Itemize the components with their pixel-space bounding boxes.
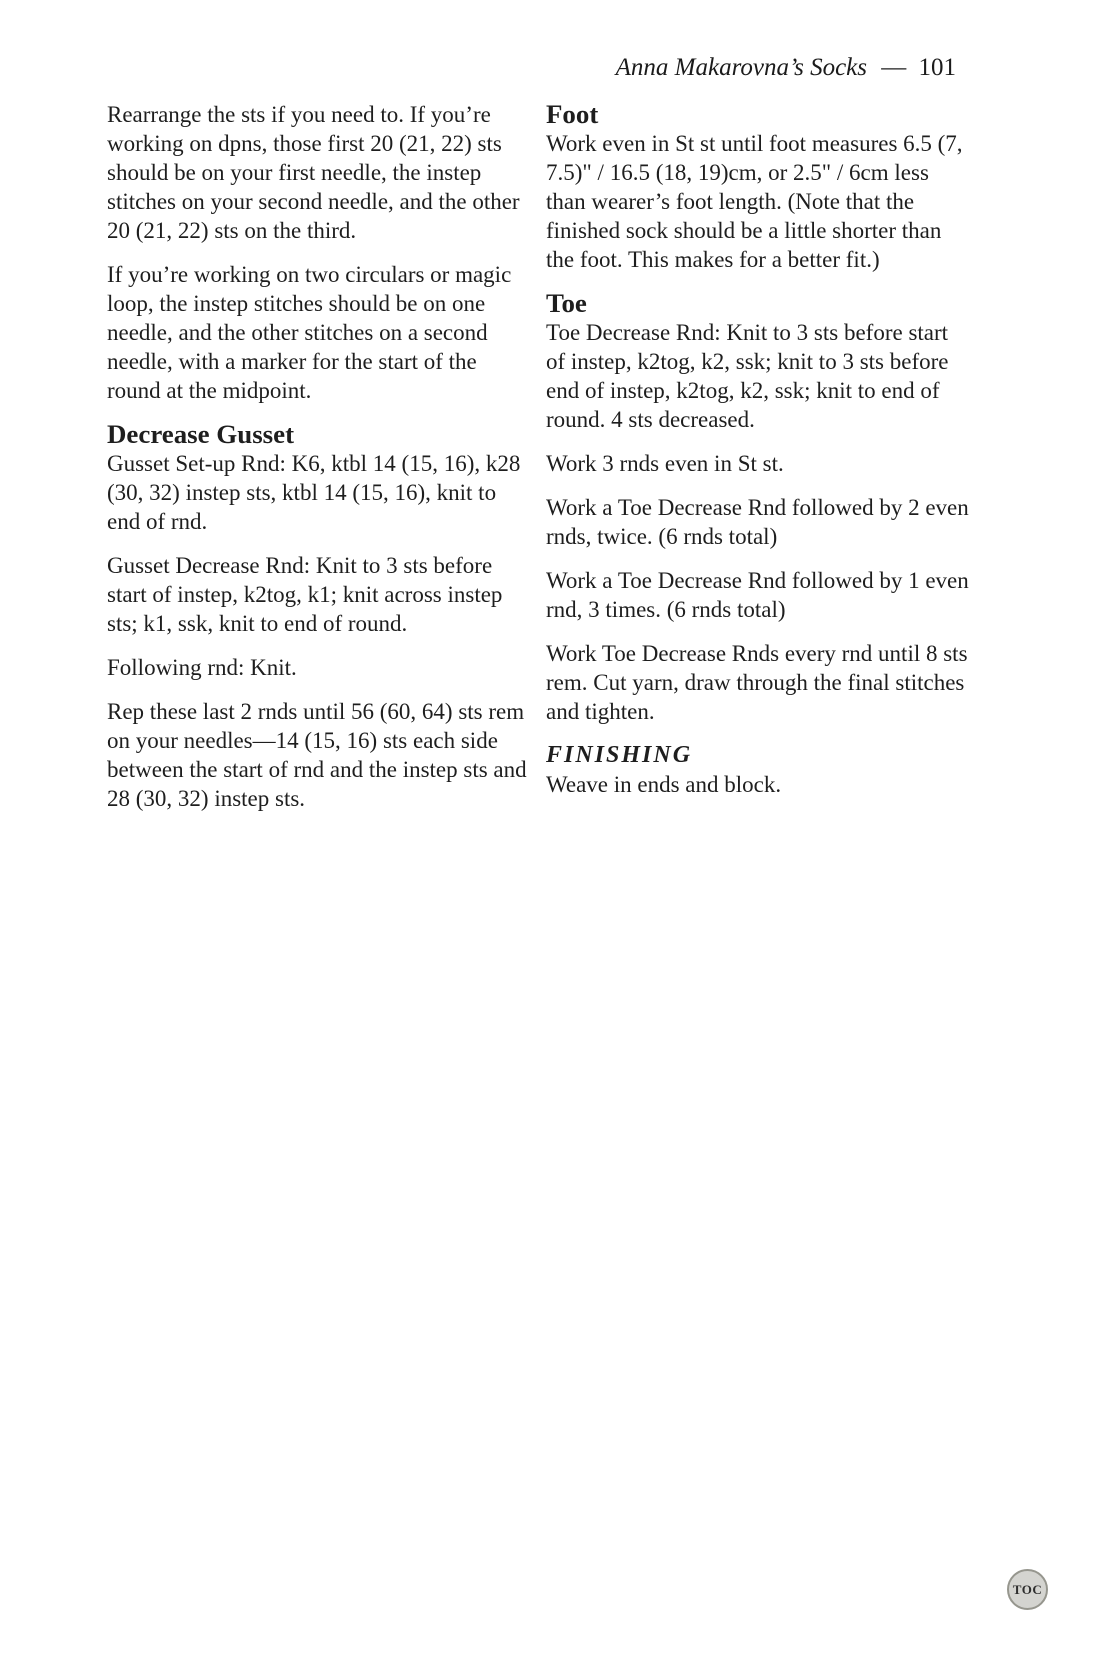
paragraph-gusset-decrease-rnd: Gusset Decrease Rnd: Knit to 3 sts before start of instep, k2tog, k1; knit across instep sts; k1, ssk, knit to end of round.: [107, 553, 503, 636]
paragraph-toe-decrease-rnd: Toe Decrease Rnd: Knit to 3 sts before start of instep, k2tog, k2, ssk; knit to 3 sts before end of instep, k2tog, k2, ssk; knit to end of round. 4 sts decreased.: [546, 320, 949, 432]
pattern-title: Anna Makarovna’s Socks: [615, 54, 867, 81]
paragraph-rep-last-2-rnds: Rep these last 2 rnds until 56 (60, 64) sts rem on your needles—14 (15, 16) sts each side between the start of rnd and the instep sts and 28 (30, 32) instep sts.: [107, 699, 527, 811]
running-header: [107, 52, 970, 84]
paragraph-toe-decrease-twice: Work a Toe Decrease Rnd followed by 2 even rnds, twice. (6 rnds total): [546, 495, 969, 549]
paragraph-two-circulars: If you’re working on two circulars or magic loop, the instep stitches should be on one needle, and the other stitches on a second needle, with a marker for the start of the round at the midpoint.: [107, 262, 512, 403]
page-number: 101: [918, 54, 956, 81]
left-column: [107, 100, 530, 813]
paragraph-toe-decrease-every-rnd: Work Toe Decrease Rnds every rnd until 8 sts rem. Cut yarn, draw through the final stitches and tighten.: [546, 641, 968, 724]
paragraph-rearrange-sts: Rearrange the sts if you need to. If you’re working on dpns, those first 20 (21, 22) sts should be on your first needle, the instep stitches on your second needle, and the other 20 (21, 22) sts on the third.: [107, 102, 520, 243]
paragraph-gusset-setup-rnd: Gusset Set-up Rnd: K6, ktbl 14 (15, 16), k28 (30, 32) instep sts, ktbl 14 (15, 16), knit to end of rnd.: [107, 451, 521, 534]
right-column: [546, 100, 970, 799]
toc-button[interactable]: [1007, 1569, 1048, 1610]
section-heading-decrease-gusset: Decrease Gusset: [107, 419, 295, 449]
paragraph-weave-in-ends: Weave in ends and block.: [546, 772, 782, 797]
section-heading-foot: Foot: [546, 99, 599, 129]
paragraph-foot-work-even: Work even in St st until foot measures 6.5 (7, 7.5)" / 16.5 (18, 19)cm, or 2.5" / 6cm less than wearer’s foot length. (Note that the finished sock should be a little shorter than the foot. This makes for a better fit.): [546, 131, 963, 272]
paragraph-toe-decrease-3-times: Work a Toe Decrease Rnd followed by 1 even rnd, 3 times. (6 rnds total): [546, 568, 969, 622]
paragraph-following-rnd: Following rnd: Knit.: [107, 655, 297, 680]
two-column-content: [107, 100, 970, 813]
header-separator: —: [881, 54, 907, 81]
section-heading-toe: Toe: [546, 288, 587, 318]
toc-button-label: TOC: [1012, 1581, 1043, 1597]
section-heading-finishing: FINISHING: [546, 742, 693, 768]
paragraph-work-3-rnds: Work 3 rnds even in St st.: [546, 451, 784, 476]
